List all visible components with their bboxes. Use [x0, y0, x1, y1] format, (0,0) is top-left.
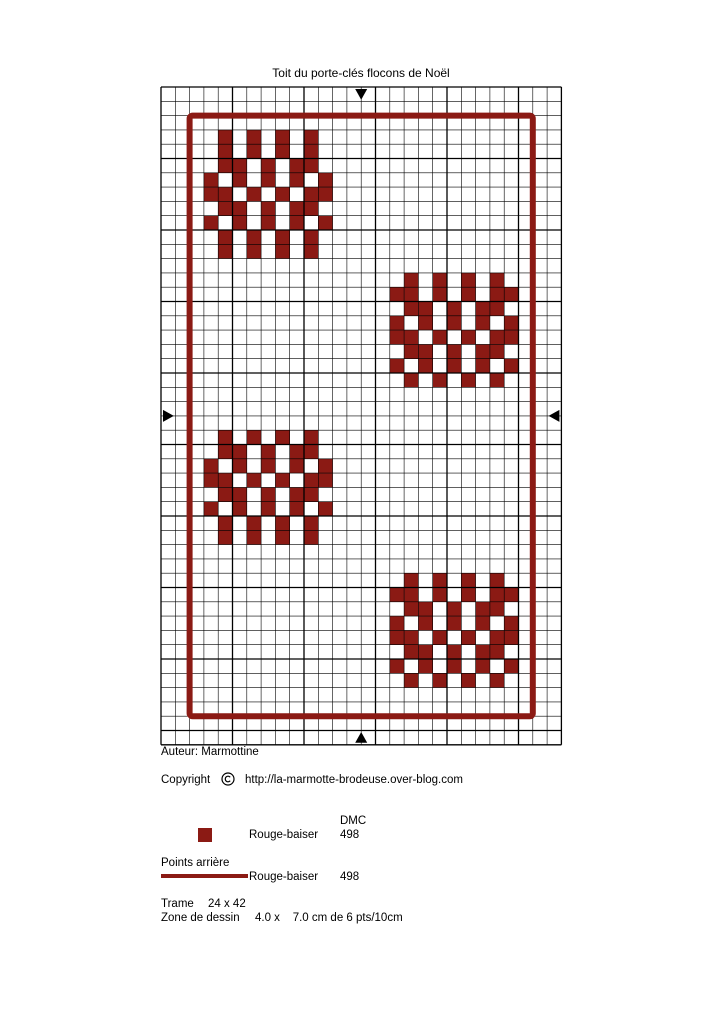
center-marker-left-icon [163, 410, 174, 422]
stitch-cell [390, 659, 404, 673]
fabric-zone-value: 4.0 x 7.0 cm de 6 pts/10cm [255, 912, 403, 924]
stitch-cell [304, 144, 318, 158]
stitch-cell [390, 316, 404, 330]
stitch-cell [447, 316, 461, 330]
stitch-cell [404, 673, 418, 687]
stitch-cell [247, 244, 261, 258]
stitch-cell [247, 230, 261, 244]
stitch-cell [490, 588, 504, 602]
legend-stitch-swatch [198, 828, 212, 842]
stitch-cell [404, 344, 418, 358]
stitch-cell [418, 616, 432, 630]
stitch-cell [490, 630, 504, 644]
stitch-cell [233, 487, 247, 501]
stitch-cell [275, 530, 289, 544]
stitch-cell [247, 130, 261, 144]
stitch-cell [290, 502, 304, 516]
stitch-cell [504, 630, 518, 644]
stitch-cell [461, 273, 475, 287]
stitch-cell [218, 516, 232, 530]
stitch-cell [304, 230, 318, 244]
stitch-cell [290, 173, 304, 187]
stitch-cell [433, 273, 447, 287]
stitch-cell [304, 445, 318, 459]
stitch-cell [304, 430, 318, 444]
stitch-cell [390, 630, 404, 644]
stitch-cell [476, 645, 490, 659]
stitch-cell [404, 330, 418, 344]
stitch-cell [290, 216, 304, 230]
stitch-cell [261, 173, 275, 187]
fabric-trame-label: Trame [161, 898, 194, 910]
dmc-header: DMC [340, 815, 367, 827]
stitch-cell [204, 502, 218, 516]
stitch-cell [204, 173, 218, 187]
stitch-cell [490, 273, 504, 287]
stitch-cell [418, 302, 432, 316]
stitch-cell [290, 487, 304, 501]
stitch-cell [275, 473, 289, 487]
stitch-cell [290, 201, 304, 215]
stitch-cell [490, 344, 504, 358]
stitch-cell [218, 230, 232, 244]
center-marker-bottom-icon [355, 732, 367, 743]
stitch-cell [490, 645, 504, 659]
stitch-cell [490, 287, 504, 301]
stitch-cell [447, 616, 461, 630]
stitch-cell [318, 173, 332, 187]
stitch-cell [447, 359, 461, 373]
stitch-cell [218, 130, 232, 144]
stitch-cell [247, 473, 261, 487]
stitch-cell [275, 130, 289, 144]
stitch-cell [404, 287, 418, 301]
stitch-cell [218, 430, 232, 444]
stitch-cell [233, 216, 247, 230]
stitch-cell [218, 144, 232, 158]
author-text: Auteur: Marmottine [161, 746, 259, 758]
stitch-cell [433, 673, 447, 687]
stitch-cell [247, 187, 261, 201]
stitch-cell [433, 588, 447, 602]
stitch-cell [504, 616, 518, 630]
stitch-cell [318, 459, 332, 473]
stitch-cell [247, 430, 261, 444]
copyright-label: Copyright [161, 774, 211, 786]
stitch-cell [204, 473, 218, 487]
stitch-cell [418, 659, 432, 673]
stitch-cell [476, 616, 490, 630]
stitch-cell [218, 201, 232, 215]
stitch-cell [433, 287, 447, 301]
stitch-cell [204, 216, 218, 230]
stitch-cell [204, 459, 218, 473]
stitch-cell [233, 445, 247, 459]
fabric-trame-value: 24 x 42 [208, 898, 246, 910]
stitch-cell [390, 616, 404, 630]
stitch-cell [418, 602, 432, 616]
website-link[interactable]: http://la-marmotte-brodeuse.over-blog.com [245, 774, 463, 786]
stitch-cell [261, 445, 275, 459]
stitch-cell [275, 430, 289, 444]
stitch-cell [233, 502, 247, 516]
stitch-cell [490, 373, 504, 387]
stitch-cell [304, 244, 318, 258]
stitch-cell [404, 630, 418, 644]
stitch-cell [233, 173, 247, 187]
stitch-cell [433, 573, 447, 587]
stitch-cell [504, 316, 518, 330]
stitch-cell [461, 373, 475, 387]
stitch-cell [490, 330, 504, 344]
legend-backstitch-line [161, 874, 248, 878]
stitch-cell [233, 201, 247, 215]
stitch-cell [304, 187, 318, 201]
stitch-cell [490, 602, 504, 616]
stitch-cell [504, 659, 518, 673]
stitch-cell [476, 302, 490, 316]
stitch-cell [304, 516, 318, 530]
stitch-cell [318, 216, 332, 230]
stitch-cell [290, 459, 304, 473]
center-marker-top-icon [355, 89, 367, 100]
stitch-cell [233, 159, 247, 173]
stitch-cell [404, 588, 418, 602]
stitch-cell [461, 330, 475, 344]
stitch-cell [461, 588, 475, 602]
stitch-cell [275, 187, 289, 201]
stitch-cell [447, 602, 461, 616]
stitch-cell [204, 187, 218, 201]
stitch-cell [447, 302, 461, 316]
stitch-cell [390, 359, 404, 373]
fabric-zone-label: Zone de dessin [161, 912, 240, 924]
stitch-cell [504, 588, 518, 602]
stitch-cell [318, 473, 332, 487]
stitch-cell [476, 659, 490, 673]
stitch-cell [247, 516, 261, 530]
stitch-cell [447, 645, 461, 659]
stitch-cell [304, 473, 318, 487]
stitch-cell [318, 502, 332, 516]
stitch-cell [490, 573, 504, 587]
stitch-cell [433, 330, 447, 344]
stitch-cell [404, 273, 418, 287]
stitch-cell [476, 602, 490, 616]
stitch-cell [433, 630, 447, 644]
stitch-cell [218, 473, 232, 487]
stitch-cell [318, 187, 332, 201]
stitch-cell [304, 130, 318, 144]
stitch-cell [476, 344, 490, 358]
stitch-cell [418, 344, 432, 358]
stitch-cell [418, 645, 432, 659]
stitch-cell [218, 530, 232, 544]
legend-backstitch-code: 498 [340, 871, 360, 883]
stitch-cell [504, 330, 518, 344]
stitch-cell [304, 530, 318, 544]
copyright-icon [221, 772, 235, 786]
stitch-cell [476, 359, 490, 373]
chart-title: Toit du porte-clés flocons de Noël [272, 66, 450, 80]
stitch-cell [261, 487, 275, 501]
stitch-cell [504, 287, 518, 301]
stitch-cell [261, 201, 275, 215]
stitch-cell [261, 216, 275, 230]
stitch-cell [433, 373, 447, 387]
legend-stitch-code: 498 [340, 829, 360, 841]
stitch-cell [404, 602, 418, 616]
stitch-cell [418, 316, 432, 330]
stitch-cell [390, 330, 404, 344]
legend-backstitch-name: Rouge-baiser [249, 871, 319, 883]
stitch-cell [447, 659, 461, 673]
stitch-cell [490, 302, 504, 316]
stitch-cell [247, 144, 261, 158]
stitch-cell [504, 359, 518, 373]
stitch-cell [218, 159, 232, 173]
stitch-cell [290, 445, 304, 459]
stitch-cell [304, 159, 318, 173]
stitch-cell [490, 673, 504, 687]
stitch-cell [275, 516, 289, 530]
stitch-cell [275, 230, 289, 244]
stitch-cell [261, 459, 275, 473]
stitch-cell [461, 287, 475, 301]
stitch-cell [404, 302, 418, 316]
stitch-cell [290, 159, 304, 173]
backstitch-header: Points arrière [161, 857, 230, 869]
stitch-cell [275, 144, 289, 158]
stitch-cell [390, 287, 404, 301]
stitch-cell [476, 316, 490, 330]
stitch-cell [218, 187, 232, 201]
stitch-cell [261, 502, 275, 516]
stitch-cell [461, 630, 475, 644]
stitch-cell [261, 159, 275, 173]
stitch-cell [447, 344, 461, 358]
stitch-cell [461, 573, 475, 587]
stitch-cell [233, 459, 247, 473]
stitch-cell [304, 487, 318, 501]
stitch-cell [418, 359, 432, 373]
stitch-cell [390, 588, 404, 602]
stitch-cell [404, 573, 418, 587]
stitch-cell [275, 244, 289, 258]
stitch-cell [404, 373, 418, 387]
stitch-cell [304, 201, 318, 215]
stitch-cell [218, 487, 232, 501]
stitch-cell [461, 673, 475, 687]
center-marker-right-icon [549, 410, 560, 422]
legend-stitch-name: Rouge-baiser [249, 829, 319, 841]
stitch-cell [218, 445, 232, 459]
stitch-cell [247, 530, 261, 544]
stitch-cell [404, 645, 418, 659]
stitch-cell [218, 244, 232, 258]
